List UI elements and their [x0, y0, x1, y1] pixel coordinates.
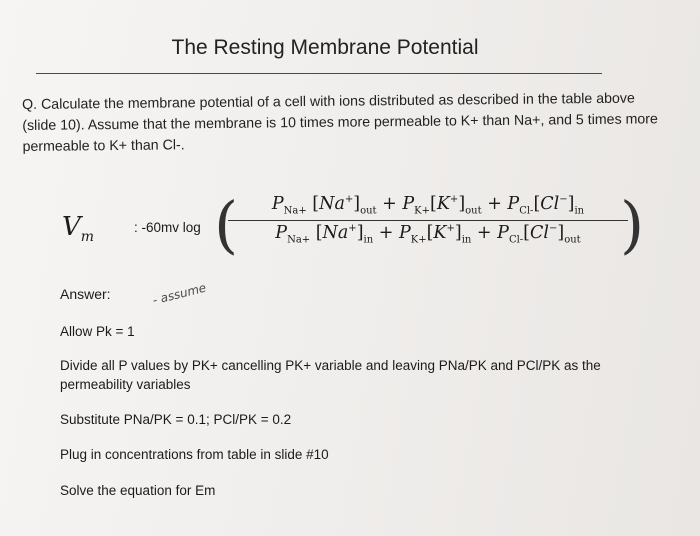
formula-numerator: $P_{Na+}$ $[Na^+]_{out} + P_{K+}[K^+]_{out} + P_{Cl-}[Cl^-]_{in}$ — [271, 194, 585, 217]
question-text: Q. Calculate the membrane potential of a cell with ions distributed as described in the table above (slide 10). Assume that the membrane is 10 times more permeable to K+ than Na+, and 5 times more permeable to K+ than Cl-. — [22, 90, 658, 155]
page-title: The Resting Membrane Potential — [171, 36, 479, 59]
answer-step: Plug in concentrations from table in slide #10 — [60, 447, 329, 462]
answer-step: Divide all P values by PK+ cancelling PK+ variable and leaving PNa/PK and PCl/PK as the permeability variables — [60, 358, 601, 392]
formula-denominator: $P_{Na+}$ $[Na^+]_{in} + P_{K+}[K^+]_{in} + P_{Cl-}[Cl^-]_{out}$ — [228, 220, 628, 246]
formula-coefficient: : -60mv log — [134, 220, 201, 235]
answer-step: Solve the equation for Em — [60, 483, 216, 498]
formula-fraction — [228, 194, 628, 245]
answer-step: Substitute PNa/PK = 0.1; PCl/PK = 0.2 — [60, 412, 292, 427]
title-divider — [36, 73, 602, 74]
right-paren: ) — [620, 188, 645, 261]
answer-step: Allow Pk = 1 — [60, 324, 135, 339]
left-paren: ( — [214, 188, 239, 261]
goldman-equation — [58, 188, 645, 270]
answer-label: Answer: — [60, 286, 111, 302]
handwritten-annotation: - assume — [151, 280, 208, 308]
formula-lhs: $V_m$ — [62, 212, 95, 246]
